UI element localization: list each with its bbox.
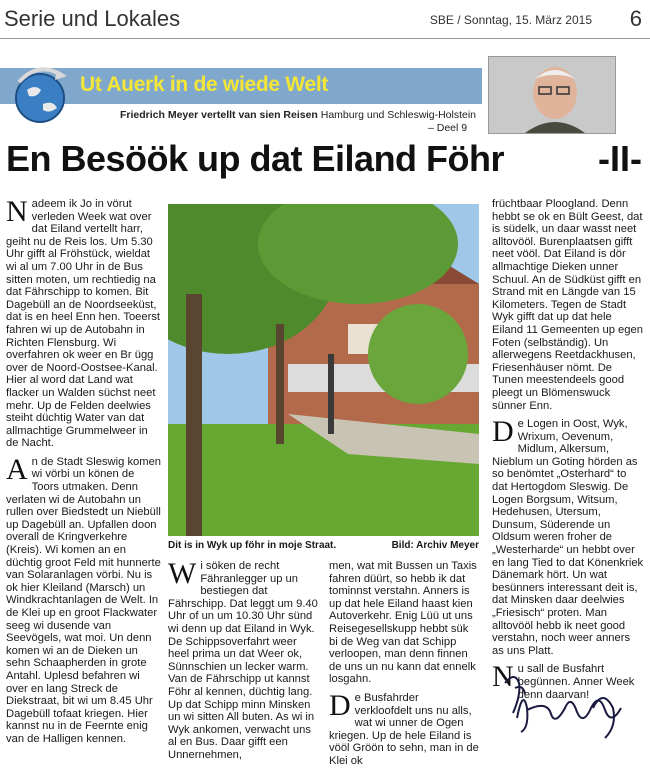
article-column-2 <box>168 557 318 768</box>
paragraph <box>492 198 644 412</box>
paragraph <box>6 452 162 746</box>
article-column-4 <box>492 198 644 707</box>
street-scene-icon <box>168 204 479 536</box>
paragraph-text: e Logen in Oost, Wyk, Wrixum, Oevenum, Midlum, Alkersum, Nieblum un Goting hörden as so benömtet „Osterhard“ to dat Hertogdom Sleswig. De Logen Borgsum, Witsum, Hedehusen, Utersum, Dunsum, Süderende un Oldsum weren froher de „Westerharde“ un hebbt over en lang Tied to dat Könenkriek Dänemark hört. Un wat besünners interessant deit is, dat Minsken daar deelwies „Friesisch“ proten. Man alltovööl hebb ik neet good verstahn, noch weer anners as uns Platt. <box>492 418 644 657</box>
article-column-1 <box>6 195 162 752</box>
paragraph <box>492 415 644 657</box>
author-photo <box>488 56 616 134</box>
dateline: SBE / Sonntag, 15. März 2015 <box>429 13 592 27</box>
drop-cap: A <box>6 452 28 486</box>
drop-cap: D <box>329 688 351 722</box>
byline: Friedrich Meyer vertellt van sien Reisen Hamburg und Schleswig-Holstein <box>120 109 476 121</box>
article-part: -II- <box>598 138 642 179</box>
series-title: Ut Auerk in de wiede Welt <box>80 73 329 96</box>
page-number: 6 <box>629 6 642 31</box>
paragraph-text: i söken de recht Fähranlegger up un bestiegen dat Fährschipp. Dat leggt um 9.40 Uhr of un um 10.30 Uhr sünd wi denn up dat Eiland in Wyk. De Schippsoverfahrt weer heel prima un dat Weer ok, Sünnschien un lecker warm. Van de Fährschipp ut kannst Föhr al kennen, düchtig lang. Up dat Schipp minn Minsken un wi sitten All buten. As wi in Wyk ankomen, verwacht uns al en Bus. Daar gifft een Unnernehmen, <box>168 560 318 761</box>
paragraph <box>168 557 318 762</box>
drop-cap: N <box>492 660 514 694</box>
drop-cap: D <box>492 415 514 449</box>
article-column-3 <box>329 560 479 774</box>
page-header <box>0 0 650 39</box>
paragraph-text: e Busfahrder verkloofdelt uns nu alls, wat wi unner de Ogen kriegen. Up de hele Eiland is vööl Gröön to sehn, man in de Klei ok <box>329 691 479 767</box>
photo-credit: Bild: Archiv Meyer <box>391 540 479 551</box>
paragraph-text: früchtbaar Ploogland. Denn hebbt se ok en Bült Geest, dat is südelk, un daar wasst neet alltovööl. Burenplaatsen gifft neet vööl. Dat Eiland is dör allmachtige Dieken unner Schuul. An de Südküst gifft en Strand mit en Längde van 15 Kilometers. Tegen de Stadt Wyk gifft dat up dat hele Eiland 11 Gemeenten up egen Foten (selbständig). Un allerwegens Reetdackhusen, Friesenhäuser nömt. De Tunen meestendeels good pleegt un Blömenswuck sünner Enn. <box>492 198 643 412</box>
section-title: Serie und Lokales <box>4 6 181 31</box>
paragraph <box>6 195 162 450</box>
paragraph-text: adeem ik Jo in vörut verleden Week wat over dat Eiland vertellt harr, geiht nu de Reis los. Um 5.30 Uhr gifft al Fröhstück, wieldat wi al um 7.00 Uhr in de Bus sitten moten, um rechtiedig na dat Fährschipp to komen. Bit Dagebüll an de Noordseeküst, dat is en heel Enn hen. Toeerst fahren wi up de Autobahn in Richten Flensburg. Wi overfahren ok weer en Br ügg over de Noord-Oostsee-Kanal. Hier al word dat Land wat flacker un Walden süchst neet mehr. Up de Felden deelwies steiht düchtig Water van dat allmachtige Grummelweer in de Nacht. <box>6 198 161 450</box>
paragraph <box>329 688 479 768</box>
paragraph <box>329 560 479 686</box>
author-signature <box>497 668 647 743</box>
paragraph-text: n de Stadt Sleswig komen wi vörbi un könen de Toors utmaken. Denn verlaten wi de Autobahn un rullen over Biedstedt un Niebüll up Dagebüll an. Upfallen doon overall de Kringverkehre (Kreis). Wi komen an en düchtig groot Feld mit hunnerte van Solaranlagen vörbi. Nu is ok hier Kleiland (Marsch) un Windkrachtanlagen de Welt. In de Klei up en groot Flackwater seeg wi dusende van Seevögels, wat moi. Un denn komen wi an de Dieken un sehn Schaapherden in grote Antahl. Uplesd befahren wi over en lang Streck de Diekstraat, bit wi um 8.45 Uhr Dagebüll tofaat kriegen. Hier kannst nu in de Feernte enig van de Halligen kennen. <box>6 455 162 745</box>
photo-caption: Dit is in Wyk up föhr in moje Straat. Bild: Archiv Meyer <box>168 540 479 551</box>
drop-cap: N <box>6 195 28 228</box>
part-number: – Deel 9 <box>428 122 468 134</box>
drop-cap: W <box>168 557 197 590</box>
paragraph-text: men, wat mit Bussen un Taxis fahren düürt, so hebb ik dat tominnst verstahn. Anners is up dat hele Eiland haast kien Autoverkehr. Enig Lüü ut uns Reisegesellskupp hebbt sük bi de Weg van dat Schipp verloopen, man denn finnen de uns un nu kann dat ennelk losgahn. <box>329 560 477 686</box>
globe-logo-icon <box>5 60 75 130</box>
street-photo <box>168 204 479 536</box>
author-portrait-icon <box>489 57 615 133</box>
paragraph-text: u sall de Busfahrt begünnen. Anner Week denn daarvan! <box>517 663 635 701</box>
article-headline: En Besöök up dat Eiland Föhr <box>6 138 505 179</box>
